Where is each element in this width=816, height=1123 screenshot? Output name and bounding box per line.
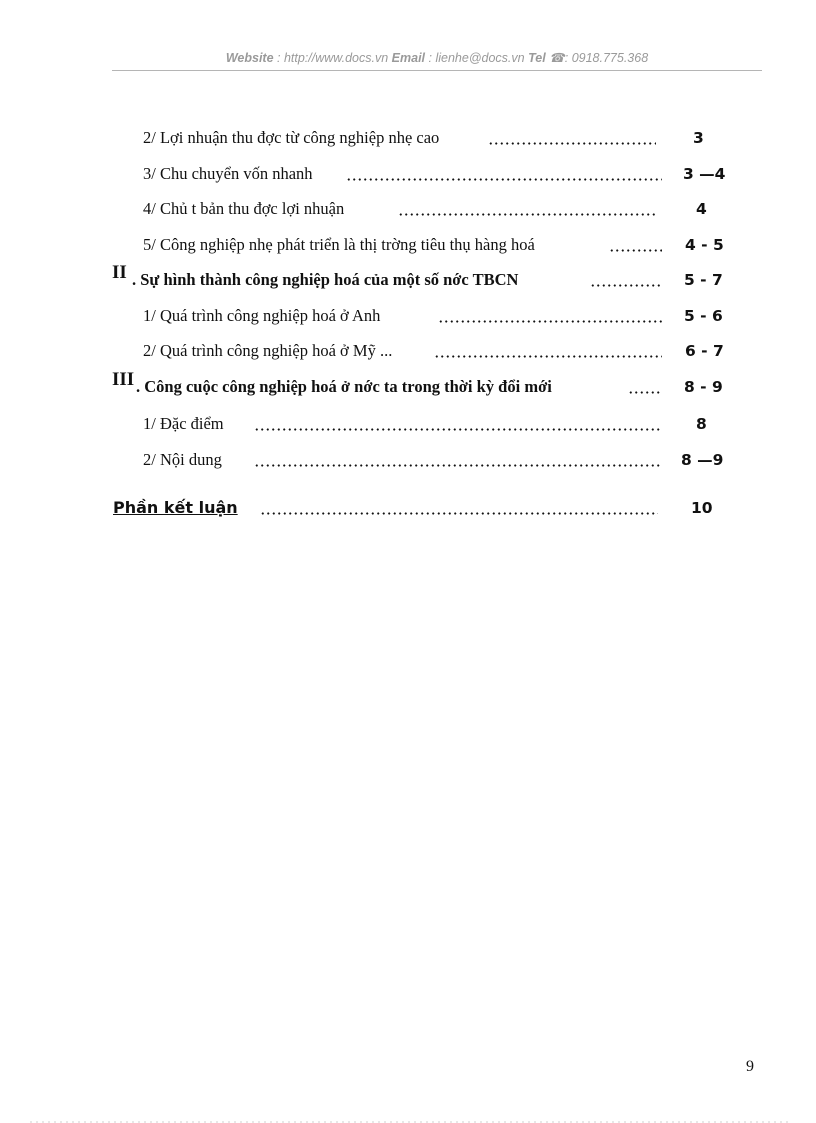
toc-entry-page: 10 <box>691 499 713 517</box>
toc-leader-dots <box>254 428 662 431</box>
toc-entry-page: 5 - 6 <box>684 307 723 325</box>
toc-entry <box>0 229 816 259</box>
toc-entry <box>0 408 816 438</box>
page-number: 9 <box>746 1058 754 1075</box>
section-numeral: II <box>112 262 127 283</box>
toc-entry-page: 8 - 9 <box>684 378 723 396</box>
page-header <box>112 50 762 65</box>
toc-section-entry <box>0 264 816 294</box>
toc-entry-label: 4/ Chủ t bản thu đợc lợi nhuận <box>143 199 345 218</box>
email-label: Email <box>391 51 426 65</box>
toc-entry-label: 2/ Nội dung <box>143 450 222 469</box>
toc-leader-dots <box>438 320 662 323</box>
toc-leader-dots <box>434 355 662 358</box>
toc-leader-dots <box>590 284 662 287</box>
toc-entry-page: 8 <box>696 415 707 433</box>
toc-entry-page: 5 - 7 <box>684 271 723 289</box>
email-value[interactable]: : lienhe@docs.vn <box>428 51 525 65</box>
phone-icon: ☎ <box>549 51 565 65</box>
conclusion-heading: Phần kết luận <box>113 498 238 517</box>
toc-entry <box>0 193 816 223</box>
toc-entry-page: 3 —4 <box>683 165 726 183</box>
toc-entry <box>0 300 816 330</box>
tel-value: : 0918.775.368 <box>564 51 649 65</box>
toc-entry-label: 5/ Công nghiệp nhẹ phát triển là thị trờng tiêu thụ hàng hoá <box>143 235 535 254</box>
website-label: Website <box>225 51 274 65</box>
toc-leader-dots <box>488 142 656 145</box>
toc-leader-dots <box>398 213 658 216</box>
toc-conclusion-entry <box>0 492 816 522</box>
toc-entry-page: 4 - 5 <box>685 236 724 254</box>
section-numeral: III <box>112 369 135 390</box>
toc-entry-label: 2/ Quá trình công nghiệp hoá ở Mỹ ... <box>143 341 393 360</box>
toc-leader-dots <box>260 512 658 515</box>
toc-entry <box>0 158 816 188</box>
toc-entry-page: 4 <box>696 200 707 218</box>
toc-leader-dots <box>609 249 662 252</box>
toc-leader-dots <box>254 464 662 467</box>
toc-entry <box>0 335 816 365</box>
toc-leader-dots <box>628 391 662 394</box>
toc-entry-label: 2/ Lợi nhuận thu đợc từ công nghiệp nhẹ cao <box>143 128 440 147</box>
toc-entry <box>0 122 816 152</box>
website-value[interactable]: : http://www.docs.vn <box>277 51 389 65</box>
toc-entry <box>0 444 816 474</box>
toc-entry-label: . Công cuộc công nghiệp hoá ở nớc ta trong thời kỳ đổi mới <box>136 377 552 396</box>
toc-entry-page: 3 <box>693 129 704 147</box>
toc-entry-page: 6 - 7 <box>685 342 724 360</box>
toc-entry-label: 1/ Đặc điểm <box>143 414 224 433</box>
toc-entry-label: 3/ Chu chuyển vốn nhanh <box>143 164 313 183</box>
toc-entry-label: . Sự hình thành công nghiệp hoá của một số nớc TBCN <box>132 270 519 289</box>
toc-section-entry <box>0 371 816 401</box>
toc-leader-dots <box>346 178 662 181</box>
tel-label: Tel <box>528 51 546 65</box>
toc-entry-page: 8 —9 <box>681 451 724 469</box>
toc-entry-label: 1/ Quá trình công nghiệp hoá ở Anh <box>143 306 381 325</box>
header-divider <box>112 70 762 71</box>
